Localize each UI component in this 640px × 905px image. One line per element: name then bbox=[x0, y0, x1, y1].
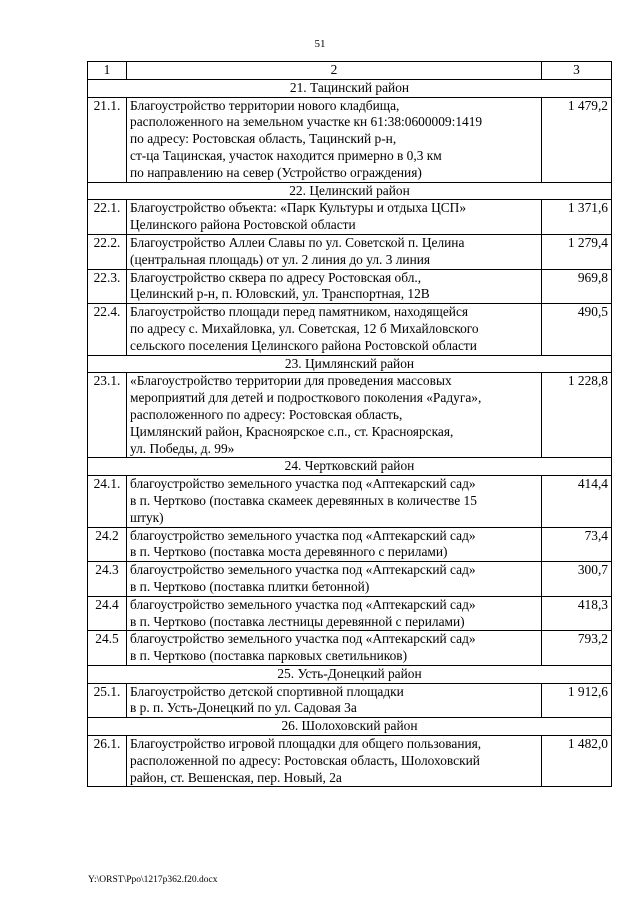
row-number: 24.2 bbox=[88, 527, 127, 562]
table-row bbox=[88, 562, 612, 597]
row-number: 24.5 bbox=[88, 631, 127, 666]
district-header-row bbox=[88, 355, 612, 373]
row-amount: 1 371,6 bbox=[542, 200, 612, 235]
row-amount: 1 228,8 bbox=[542, 373, 612, 458]
row-number: 24.1. bbox=[88, 476, 127, 527]
row-amount: 490,5 bbox=[542, 304, 612, 355]
page-number: 51 bbox=[314, 38, 326, 50]
district-header-row bbox=[88, 458, 612, 476]
district-header-row bbox=[88, 665, 612, 683]
row-amount: 1 479,2 bbox=[542, 97, 612, 182]
row-description: Благоустройство Аллеи Славы по ул. Советской п. Целина (центральная площадь) от ул. 2 линия до ул. 3 линия bbox=[127, 234, 542, 269]
table-row bbox=[88, 234, 612, 269]
district-title: 24. Чертковский район bbox=[88, 458, 612, 476]
header-col-1: 1 bbox=[88, 62, 127, 80]
table-row bbox=[88, 200, 612, 235]
row-amount: 1 279,4 bbox=[542, 234, 612, 269]
row-description: Благоустройство площади перед памятником, находящейся по адресу с. Михайловка, ул. Советская, 12 б Михайловского сельского поселения Целинского района Ростовской области bbox=[127, 304, 542, 355]
row-amount: 414,4 bbox=[542, 476, 612, 527]
table-row bbox=[88, 304, 612, 355]
district-title: 21. Тацинский район bbox=[88, 79, 612, 97]
row-amount: 418,3 bbox=[542, 596, 612, 631]
district-title: 25. Усть-Донецкий район bbox=[88, 665, 612, 683]
table-row bbox=[88, 373, 612, 458]
row-description: Благоустройство детской спортивной площадки в р. п. Усть-Донецкий по ул. Садовая 3а bbox=[127, 683, 542, 718]
row-number: 22.2. bbox=[88, 234, 127, 269]
row-number: 22.1. bbox=[88, 200, 127, 235]
district-title: 23. Цимлянский район bbox=[88, 355, 612, 373]
row-number: 22.3. bbox=[88, 269, 127, 304]
district-title: 22. Целинский район bbox=[88, 182, 612, 200]
table-row bbox=[88, 683, 612, 718]
row-description: Благоустройство игровой площадки для общего пользования, расположенной по адресу: Ростовская область, Шолоховский район, ст. Вешенская, пер. Новый, 2а bbox=[127, 736, 542, 787]
row-amount: 1 912,6 bbox=[542, 683, 612, 718]
row-description: благоустройство земельного участка под «Аптекарский сад» в п. Чертково (поставка плитки бетонной) bbox=[127, 562, 542, 597]
table-header-row bbox=[88, 62, 612, 80]
row-amount: 1 482,0 bbox=[542, 736, 612, 787]
header-col-2: 2 bbox=[127, 62, 542, 80]
row-number: 21.1. bbox=[88, 97, 127, 182]
file-path-footer: Y:\ORST\Ppo\1217p362.f20.docx bbox=[88, 875, 218, 885]
district-title: 26. Шолоховский район bbox=[88, 718, 612, 736]
table-row bbox=[88, 269, 612, 304]
row-number: 26.1. bbox=[88, 736, 127, 787]
district-header-row bbox=[88, 79, 612, 97]
row-number: 24.3 bbox=[88, 562, 127, 597]
table-row bbox=[88, 736, 612, 787]
row-amount: 793,2 bbox=[542, 631, 612, 666]
row-description: благоустройство земельного участка под «Аптекарский сад» в п. Чертково (поставка моста деревянного с перилами) bbox=[127, 527, 542, 562]
budget-table bbox=[87, 61, 612, 787]
table-row bbox=[88, 97, 612, 182]
row-description: благоустройство земельного участка под «Аптекарский сад» в п. Чертково (поставка лестницы деревянной с перилами) bbox=[127, 596, 542, 631]
row-description: благоустройство земельного участка под «Аптекарский сад» в п. Чертково (поставка парковых светильников) bbox=[127, 631, 542, 666]
table-row bbox=[88, 527, 612, 562]
header-col-3: 3 bbox=[542, 62, 612, 80]
row-description: «Благоустройство территории для проведения массовых мероприятий для детей и подросткового поколения «Радуга», расположенного по адресу: Ростовская область, Цимлянский район, Красноярское с.п., ст. Красноярская, ул. Победы, д. 99» bbox=[127, 373, 542, 458]
row-amount: 300,7 bbox=[542, 562, 612, 597]
row-number: 25.1. bbox=[88, 683, 127, 718]
table-row bbox=[88, 631, 612, 666]
table-row bbox=[88, 476, 612, 527]
district-header-row bbox=[88, 718, 612, 736]
row-number: 22.4. bbox=[88, 304, 127, 355]
row-description: Благоустройство объекта: «Парк Культуры и отдыха ЦСП» Целинского района Ростовской области bbox=[127, 200, 542, 235]
row-number: 24.4 bbox=[88, 596, 127, 631]
row-amount: 73,4 bbox=[542, 527, 612, 562]
row-amount: 969,8 bbox=[542, 269, 612, 304]
row-number: 23.1. bbox=[88, 373, 127, 458]
table-row bbox=[88, 596, 612, 631]
row-description: Благоустройство территории нового кладбища, расположенного на земельном участке кн 61:38:0600009:1419 по адресу: Ростовская область, Тацинский р-н, ст-ца Тацинская, участок находится примерно в 0,3 км по направлению на север (Устройство ограждения) bbox=[127, 97, 542, 182]
district-header-row bbox=[88, 182, 612, 200]
row-description: благоустройство земельного участка под «Аптекарский сад» в п. Чертково (поставка скамеек деревянных в количестве 15 штук) bbox=[127, 476, 542, 527]
row-description: Благоустройство сквера по адресу Ростовская обл., Целинский р-н, п. Юловский, ул. Транспортная, 12В bbox=[127, 269, 542, 304]
